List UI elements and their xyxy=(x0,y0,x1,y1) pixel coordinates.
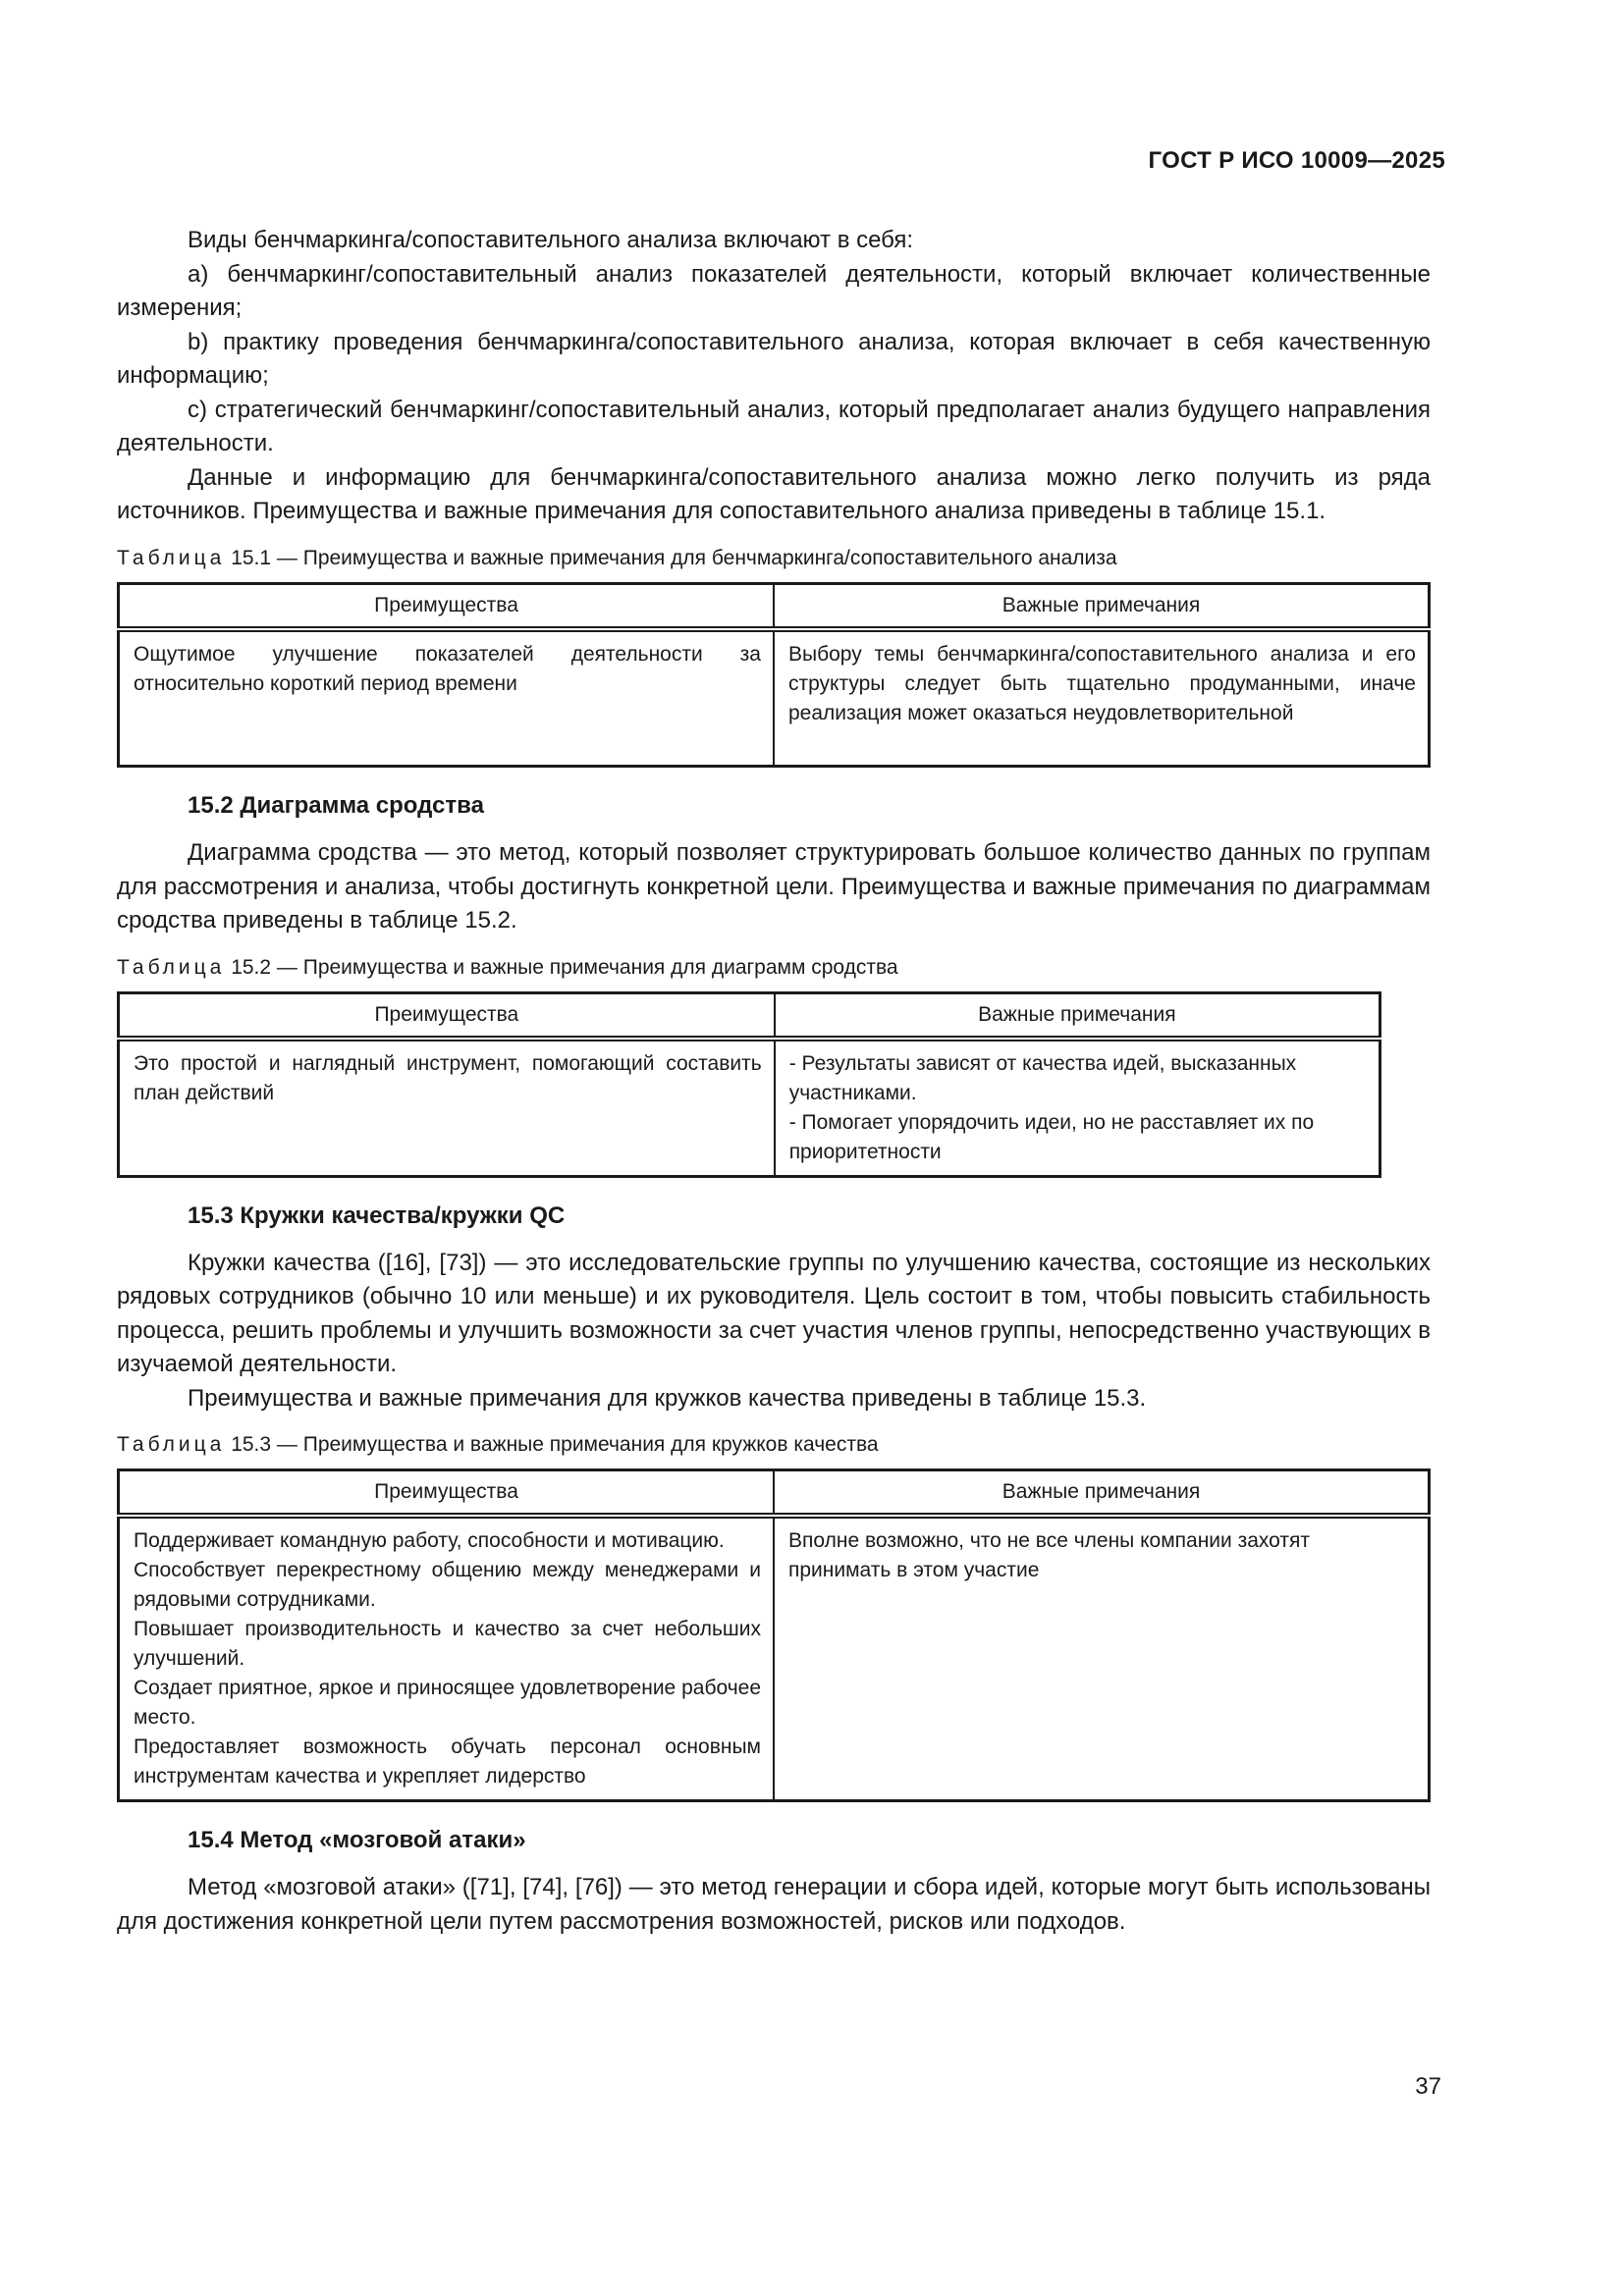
document-code-header: ГОСТ Р ИСО 10009—2025 xyxy=(1148,147,1445,174)
intro-item-b: b) практику проведения бенчмаркинга/сопоставительного анализа, которая включает в себя качественную информацию; xyxy=(117,328,1431,389)
column-header-advantages: Преимущества xyxy=(119,1470,775,1517)
column-header-advantages: Преимущества xyxy=(119,583,775,629)
advantage-item: Ощутимое улучшение показателей деятельности за относительно короткий период времени xyxy=(134,642,761,695)
table-15-2 xyxy=(117,991,1381,1178)
advantages-cell xyxy=(119,1039,775,1177)
column-header-notes: Важные примечания xyxy=(774,1470,1430,1517)
advantages-cell xyxy=(119,629,775,767)
section-15-2-heading: 15.2 Диаграмма сродства xyxy=(188,792,484,819)
column-header-notes: Важные примечания xyxy=(774,583,1430,629)
note-item: Вполне возможно, что не все члены компании захотят принимать в этом участие xyxy=(788,1529,1310,1581)
advantage-item: Это простой и наглядный инструмент, помогающий составить план действий xyxy=(134,1051,762,1104)
notes-cell xyxy=(774,1516,1430,1801)
intro-item-c: с) стратегический бенчмаркинг/сопоставительный анализ, который предполагает анализ будущего направления деятельности. xyxy=(117,396,1431,456)
section-15-3-heading: 15.3 Кружки качества/кружки QC xyxy=(188,1201,566,1229)
notes-cell xyxy=(775,1039,1380,1177)
caption-label: Таблица xyxy=(117,955,226,979)
table-15-2-caption xyxy=(117,954,1431,982)
section-15-3-text-2: Преимущества и важные примечания для кружков качества приведены в таблице 15.3. xyxy=(188,1384,1147,1412)
table-15-1-caption xyxy=(117,545,1431,572)
table-15-3 xyxy=(117,1468,1431,1802)
section-15-3-text: Кружки качества ([16], [73]) — это исследовательские группы по улучшению качества, состоящие из нескольких рядовых сотрудников (обычно 10 или меньше) и их руководителя. Цель состоит в том, чтобы повысить стабильность процесса, решить проблемы и улучшить возможности за счет участия членов группы, непосредственно участвующих в изучаемой деятельности. xyxy=(117,1249,1431,1377)
note-item: Выбору темы бенчмаркинга/сопоставительного анализа и его структуры следует быть тщательно продуманными, иначе реализация может оказаться неудовлетворительной xyxy=(788,642,1416,724)
caption-text: 15.3 — Преимущества и важные примечания для кружков качества xyxy=(231,1433,879,1456)
table-row xyxy=(119,1516,1430,1801)
advantages-cell xyxy=(119,1516,775,1801)
page-content xyxy=(117,224,1431,1939)
table-row xyxy=(119,1039,1380,1177)
advantage-item: Повышает производительность и качество за счет небольших улучшений. xyxy=(134,1618,761,1670)
intro-item-a: а) бенчмаркинг/сопоставительный анализ показателей деятельности, который включает количественные измерения; xyxy=(117,260,1431,321)
advantage-item: Создает приятное, яркое и приносящее удовлетворение рабочее место. xyxy=(134,1677,761,1729)
page-number: 37 xyxy=(1415,2073,1441,2100)
section-15-4-text: Метод «мозговой атаки» ([71], [74], [76]) — это метод генерации и сбора идей, которые могут быть использованы для достижения конкретной цели путем рассмотрения возможностей, рисков или подходов. xyxy=(117,1874,1431,1935)
intro-closing: Данные и информацию для бенчмаркинга/сопоставительного анализа можно легко получить из ряда источников. Преимущества и важные примечания для сопоставительного анализа приведены в таблице 15.1. xyxy=(117,463,1431,524)
section-15-2-text: Диаграмма сродства — это метод, который позволяет структурировать большое количество данных по группам для рассмотрения и анализа, чтобы достигнуть конкретной цели. Преимущества и важные примечания по диаграммам сродства приведены в таблице 15.2. xyxy=(117,839,1431,934)
caption-text: 15.2 — Преимущества и важные примечания для диаграмм сродства xyxy=(231,955,898,979)
intro-lead: Виды бенчмаркинга/сопоставительного анализа включают в себя: xyxy=(188,227,914,253)
column-header-notes: Важные примечания xyxy=(775,992,1380,1039)
advantage-item: Способствует перекрестному общению между менеджерами и рядовыми сотрудниками. xyxy=(134,1559,761,1611)
table-15-1 xyxy=(117,582,1431,769)
advantage-item: Предоставляет возможность обучать персонал основным инструментам качества и укрепляет лидерство xyxy=(134,1735,761,1788)
section-15-4-heading: 15.4 Метод «мозговой атаки» xyxy=(188,1827,526,1853)
advantage-item: Поддерживает командную работу, способности и мотивацию. xyxy=(134,1529,725,1552)
note-item: - Помогает упорядочить идеи, но не расставляет их по приоритетности xyxy=(788,1110,1315,1163)
note-item: - Результаты зависят от качества идей, высказанных участниками. xyxy=(788,1051,1297,1104)
caption-label: Таблица xyxy=(117,546,226,569)
column-header-advantages: Преимущества xyxy=(119,992,775,1039)
table-row xyxy=(119,629,1430,767)
caption-label: Таблица xyxy=(117,1433,226,1456)
caption-text: 15.1 — Преимущества и важные примечания для бенчмаркинга/сопоставительного анализа xyxy=(231,546,1117,569)
notes-cell xyxy=(774,629,1430,767)
table-15-3-caption xyxy=(117,1431,1431,1459)
